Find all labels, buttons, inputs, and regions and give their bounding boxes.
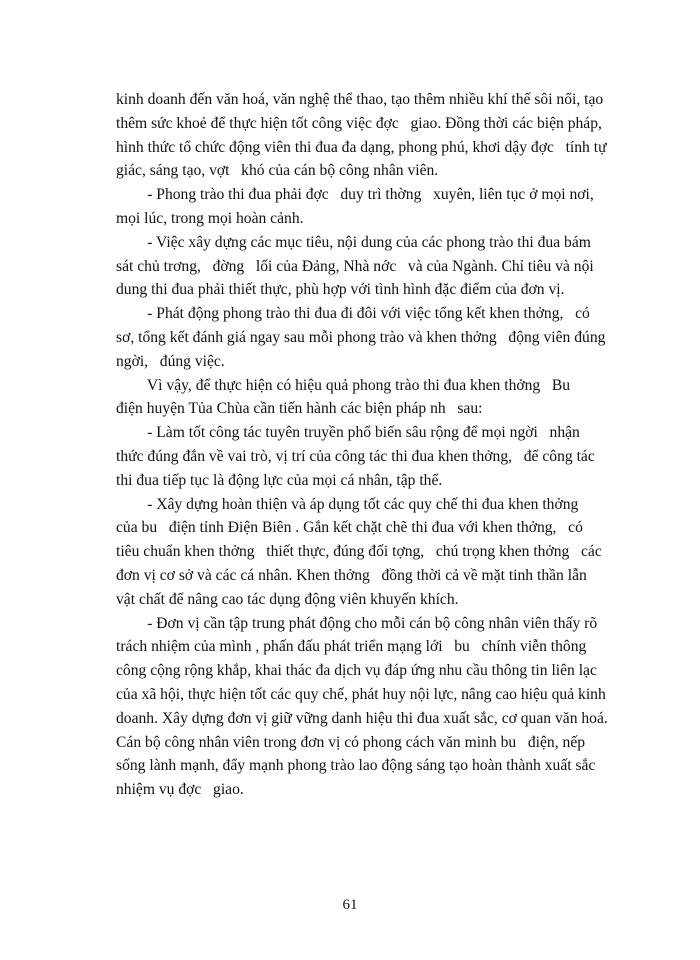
text-line: giác, sáng tạo, vợt khó của cán bộ công nhân viên. — [116, 162, 439, 180]
text-line: kinh doanh đến văn hoá, văn nghệ thể thao, tạo thêm nhiều khí thế sôi nổi, tạo — [116, 91, 604, 108]
body-text — [116, 88, 637, 802]
text-line: Cán bộ công nhân viên trong đơn vị có phong cách văn minh bu điện, nếp — [116, 733, 586, 751]
text-line: - Phát động phong trào thi đua đi đôi với việc tổng kết khen thởng, có — [116, 305, 590, 323]
text-line: thi đua tiếp tục là động lực của mọi cá nhân, tập thể. — [116, 471, 443, 489]
text-line: - Phong trào thi đua phải đợc duy trì thờng xuyên, liên tục ở mọi nơi, — [116, 186, 594, 204]
text-line: sống lành mạnh, đẩy mạnh phong trào lao động sáng tạo hoàn thành xuất sắc — [116, 757, 596, 775]
text-line: doanh. Xây dựng đơn vị giữ vững danh hiệu thi đua xuất sắc, cơ quan văn hoá. — [116, 709, 608, 727]
page-number: 61 — [342, 897, 358, 913]
paragraph — [116, 421, 637, 492]
paragraph — [116, 374, 637, 422]
paragraph — [116, 612, 637, 802]
text-line: ngời, đúng việc. — [116, 352, 225, 370]
text-line: của bu điện tỉnh Điện Biên . Gắn kết chặt chẽ thi đua với khen thởng, có — [116, 519, 583, 537]
paragraph — [116, 302, 637, 373]
text-line: - Việc xây dựng các mục tiêu, nội dung của các phong trào thi đua bám — [116, 233, 591, 251]
text-line: sát chủ trơng, đờng lối của Đảng, Nhà nớc và của Ngành. Chỉ tiêu và nội — [116, 257, 594, 275]
text-line: - Làm tốt công tác tuyên truyền phổ biến sâu rộng để mọi ngời nhận — [116, 424, 580, 442]
text-line: điện huyện Tủa Chùa cần tiến hành các biện pháp nh sau: — [116, 400, 483, 418]
text-line: đơn vị cơ sở và các cá nhân. Khen thởng đồng thời cả về mặt tinh thần lẫn — [116, 566, 587, 584]
text-line: - Đơn vị cần tập trung phát động cho mỗi cán bộ công nhân viên thấy rõ — [116, 614, 598, 632]
text-line: thêm sức khoẻ để thực hiện tốt công việc đợc giao. Đồng thời các biện pháp, — [116, 114, 602, 132]
text-line: dung thi đua phải thiết thực, phù hợp với tình hình đặc điểm của đơn vị. — [116, 281, 565, 299]
text-line: nhiệm vụ đợc giao. — [116, 781, 244, 799]
text-line: sơ, tổng kết đánh giá ngay sau mỗi phong trào và khen thởng động viên đúng — [116, 328, 606, 346]
text-line: vật chất để nâng cao tác dụng động viên khuyến khích. — [116, 590, 459, 608]
paragraph — [116, 183, 637, 231]
text-line: trách nhiệm của mình , phấn đấu phát triển mạng lới bu chính viễn thông — [116, 638, 587, 656]
paragraph — [116, 231, 637, 302]
paragraph — [116, 88, 637, 183]
text-line: của xã hội, thực hiện tốt các quy chế, phát huy nội lực, nâng cao hiệu quả kinh — [116, 685, 606, 703]
text-line: công cộng rộng khắp, khai thác đa dịch vụ đáp ứng nhu cầu thông tin liên lạc — [116, 662, 597, 680]
text-line: hình thức tổ chức động viên thi đua đa dạng, phong phú, khơi dậy đợc tính tự — [116, 138, 607, 156]
text-line: Vì vậy, để thực hiện có hiệu quả phong trào thi đua khen thởng Bu — [116, 376, 571, 394]
text-line: - Xây dựng hoàn thiện và áp dụng tốt các quy chế thi đua khen thởng — [116, 495, 579, 513]
text-line: tiêu chuẩn khen thởng thiết thực, đúng đối tợng, chú trọng khen thởng các — [116, 543, 602, 561]
text-line: thức đúng đắn về vai trò, vị trí của công tác thi đua khen thởng, để công tác — [116, 447, 595, 465]
text-line: mọi lúc, trong mọi hoàn cảnh. — [116, 209, 304, 227]
paragraph — [116, 493, 637, 612]
